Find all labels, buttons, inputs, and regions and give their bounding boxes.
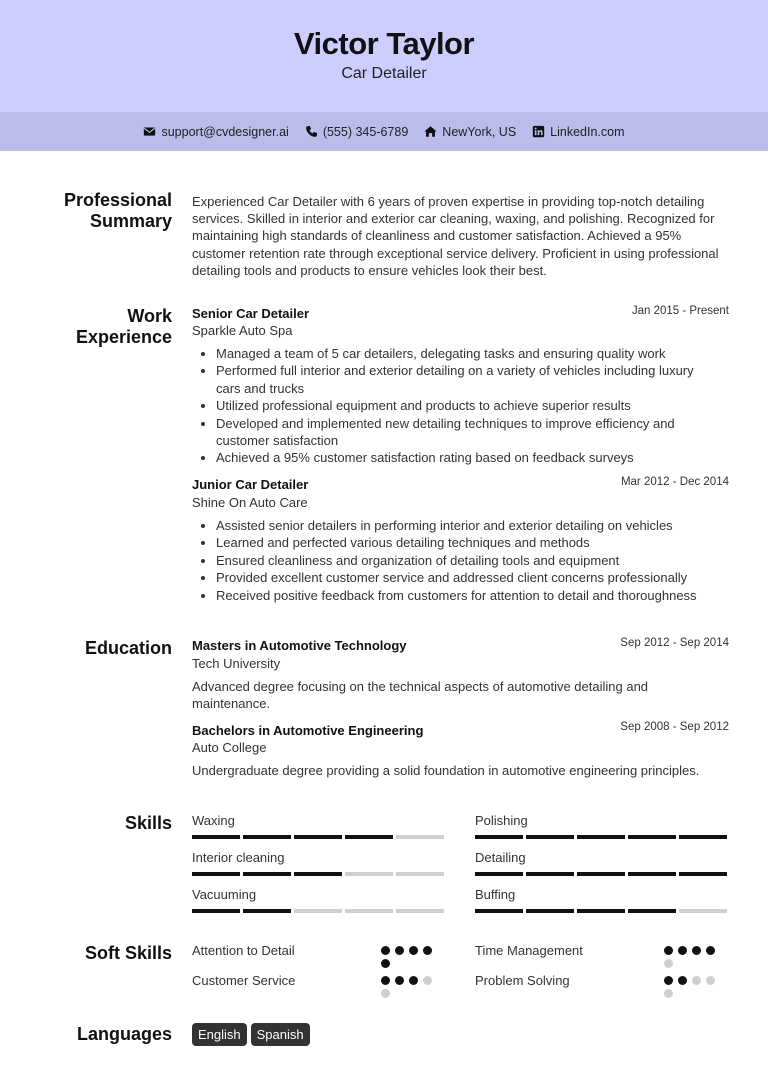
- skill-level-segment: [628, 872, 676, 876]
- rating-dot: [395, 976, 404, 985]
- rating-dot: [664, 946, 673, 955]
- job-title: Senior Car Detailer: [192, 306, 310, 321]
- contact-phone-text: (555) 345-6789: [322, 124, 409, 139]
- skill-level-segment: [679, 872, 727, 876]
- skill-level-segment: [294, 835, 342, 839]
- school-name: Auto College: [192, 740, 267, 755]
- list-item: • Achieved a 95% customer satisfaction rating based on feedback surveys: [216, 449, 721, 466]
- resume-header: [0, 0, 768, 112]
- skill-level-segment: [526, 872, 574, 876]
- degree-date: Sep 2012 - Sep 2014: [620, 637, 729, 649]
- languages-list: [192, 1023, 310, 1046]
- skill-name: Vacuuming: [192, 887, 257, 902]
- soft-skill-rating: [664, 976, 724, 998]
- skill-level-segment: [679, 835, 727, 839]
- skill-name: Buffing: [475, 887, 516, 902]
- list-item: • Managed a team of 5 car detailers, delegating tasks and ensuring quality work: [216, 345, 721, 362]
- job-bullets: [216, 345, 721, 467]
- skill-level-segment: [345, 909, 393, 913]
- rating-dot: [381, 959, 390, 968]
- skill-level-segment: [243, 835, 291, 839]
- skill-level-segment: [526, 909, 574, 913]
- skill-item: [475, 887, 729, 913]
- contact-linkedin-text: LinkedIn.com: [550, 124, 625, 139]
- skill-item: [475, 850, 729, 876]
- phone-icon: [305, 125, 318, 138]
- skill-level-segment: [243, 872, 291, 876]
- skill-name: Interior cleaning: [192, 850, 285, 865]
- section-title-education: Education: [84, 638, 172, 658]
- skill-level-segment: [192, 872, 240, 876]
- skill-level-segment: [294, 872, 342, 876]
- job-title: Junior Car Detailer: [192, 477, 309, 492]
- soft-skill-rating: [381, 976, 441, 998]
- skill-level-segment: [345, 872, 393, 876]
- contact-email-text: support@cvdesigner.ai: [161, 124, 289, 139]
- degree-title: Bachelors in Automotive Engineering: [192, 723, 424, 738]
- rating-dot: [706, 976, 715, 985]
- skill-level-segment: [475, 872, 523, 876]
- list-item: • Assisted senior detailers in performing interior and exterior detailing on vehicles: [216, 517, 721, 534]
- skill-level-segment: [628, 835, 676, 839]
- skill-item: [475, 813, 729, 839]
- rating-dot: [664, 976, 673, 985]
- contact-location-text: NewYork, US: [442, 124, 517, 139]
- candidate-name: Victor Taylor: [293, 26, 475, 61]
- list-item: • Received positive feedback from customers for attention to detail and thoroughness: [216, 587, 721, 604]
- contact-phone[interactable]: [305, 125, 408, 139]
- section-title-experience: [76, 306, 172, 348]
- rating-dot: [409, 976, 418, 985]
- skill-level-segment: [577, 909, 625, 913]
- skill-level-segment: [396, 909, 444, 913]
- rating-dot: [409, 946, 418, 955]
- degree-description: Undergraduate degree providing a solid foundation in automotive engineering principles.: [192, 763, 700, 778]
- rating-dot: [706, 946, 715, 955]
- skill-level-segment: [475, 909, 523, 913]
- list-item: • Performed full interior and exterior detailing on a variety of vehicles including luxury cars and trucks: [216, 362, 721, 397]
- rating-dot: [423, 976, 432, 985]
- skill-level-segment: [679, 909, 727, 913]
- home-icon: [424, 125, 437, 138]
- soft-skill-name: Attention to Detail: [192, 943, 295, 958]
- job-company: Shine On Auto Care: [192, 495, 308, 510]
- skill-item: [192, 850, 446, 876]
- skill-item: [192, 813, 446, 839]
- linkedin-icon: [532, 125, 545, 138]
- skill-name: Waxing: [192, 813, 235, 828]
- soft-skill-rating: [381, 946, 441, 968]
- skill-level-bar: [192, 872, 446, 876]
- skill-level-segment: [526, 835, 574, 839]
- rating-dot: [381, 946, 390, 955]
- soft-skill-name: Time Management: [475, 943, 583, 958]
- rating-dot: [381, 976, 390, 985]
- soft-skill-rating: [664, 946, 724, 968]
- degree-description: Advanced degree focusing on the technical aspects of automotive detailing and maintenance.: [192, 679, 649, 711]
- rating-dot: [423, 946, 432, 955]
- rating-dot: [664, 989, 673, 998]
- rating-dot: [678, 976, 687, 985]
- soft-skill-name: Problem Solving: [475, 973, 570, 988]
- section-title-languages: Languages: [76, 1024, 172, 1044]
- degree-date: Sep 2008 - Sep 2012: [620, 721, 729, 733]
- contact-linkedin[interactable]: [532, 125, 624, 139]
- contact-location: [424, 125, 516, 139]
- degree-title: Masters in Automotive Technology: [192, 638, 407, 653]
- language-badge: Spanish: [251, 1023, 310, 1046]
- school-name: Tech University: [192, 656, 281, 671]
- language-badge: English: [192, 1023, 247, 1046]
- skill-level-segment: [577, 872, 625, 876]
- skill-level-segment: [345, 835, 393, 839]
- skill-name: Detailing: [475, 850, 526, 865]
- rating-dot: [664, 959, 673, 968]
- skill-item: [192, 887, 446, 913]
- list-item: • Learned and perfected various detailing techniques and methods: [216, 534, 721, 551]
- skill-level-segment: [396, 872, 444, 876]
- rating-dot: [395, 946, 404, 955]
- skill-level-segment: [577, 835, 625, 839]
- contact-email[interactable]: [143, 125, 288, 139]
- summary-text: Experienced Car Detailer with 6 years of proven expertise in providing top-notch detailing services. Skilled in interior and exterior car cleaning, waxing, and polishing. Recognized for maintaining high standards of cleanliness and customer satisfaction. Achieved a 95% customer retention rate through exceptional service delivery. Proficient in using professional detailing tools and products to ensure vehicles look their best.: [192, 194, 719, 278]
- job-bullets: [216, 517, 721, 604]
- section-title-summary: [64, 190, 172, 232]
- job-company: Sparkle Auto Spa: [192, 323, 293, 338]
- rating-dot: [381, 989, 390, 998]
- list-item: • Provided excellent customer service and addressed client concerns professionally: [216, 569, 721, 586]
- envelope-icon: [143, 125, 156, 138]
- section-title-line: Work: [127, 306, 172, 326]
- skill-level-bar: [192, 909, 446, 913]
- contact-bar: [0, 112, 768, 151]
- soft-skill-name: Customer Service: [192, 973, 296, 988]
- section-title-line: Professional: [63, 190, 172, 210]
- list-item: • Developed and implemented new detailing techniques to improve efficiency and customer satisfaction: [216, 415, 721, 450]
- skill-level-bar: [475, 909, 729, 913]
- rating-dot: [678, 946, 687, 955]
- job-date: Jan 2015 - Present: [631, 305, 729, 317]
- skill-level-bar: [475, 835, 729, 839]
- skill-level-segment: [396, 835, 444, 839]
- section-title-soft-skills: Soft Skills: [84, 943, 172, 963]
- skill-name: Polishing: [475, 813, 528, 828]
- skill-level-segment: [243, 909, 291, 913]
- section-title-skills: Skills: [124, 813, 172, 833]
- skill-level-segment: [192, 835, 240, 839]
- list-item: • Ensured cleanliness and organization of detailing tools and equipment: [216, 552, 721, 569]
- candidate-job-title: Car Detailer: [341, 65, 427, 82]
- skill-level-bar: [475, 872, 729, 876]
- rating-dot: [692, 946, 701, 955]
- skill-level-segment: [294, 909, 342, 913]
- skill-level-segment: [192, 909, 240, 913]
- section-title-line: Summary: [89, 211, 172, 231]
- section-title-line: Experience: [75, 327, 172, 347]
- skill-level-segment: [628, 909, 676, 913]
- skill-level-bar: [192, 835, 446, 839]
- skill-level-segment: [475, 835, 523, 839]
- list-item: • Utilized professional equipment and products to achieve superior results: [216, 397, 721, 414]
- rating-dot: [692, 976, 701, 985]
- job-date: Mar 2012 - Dec 2014: [620, 476, 729, 488]
